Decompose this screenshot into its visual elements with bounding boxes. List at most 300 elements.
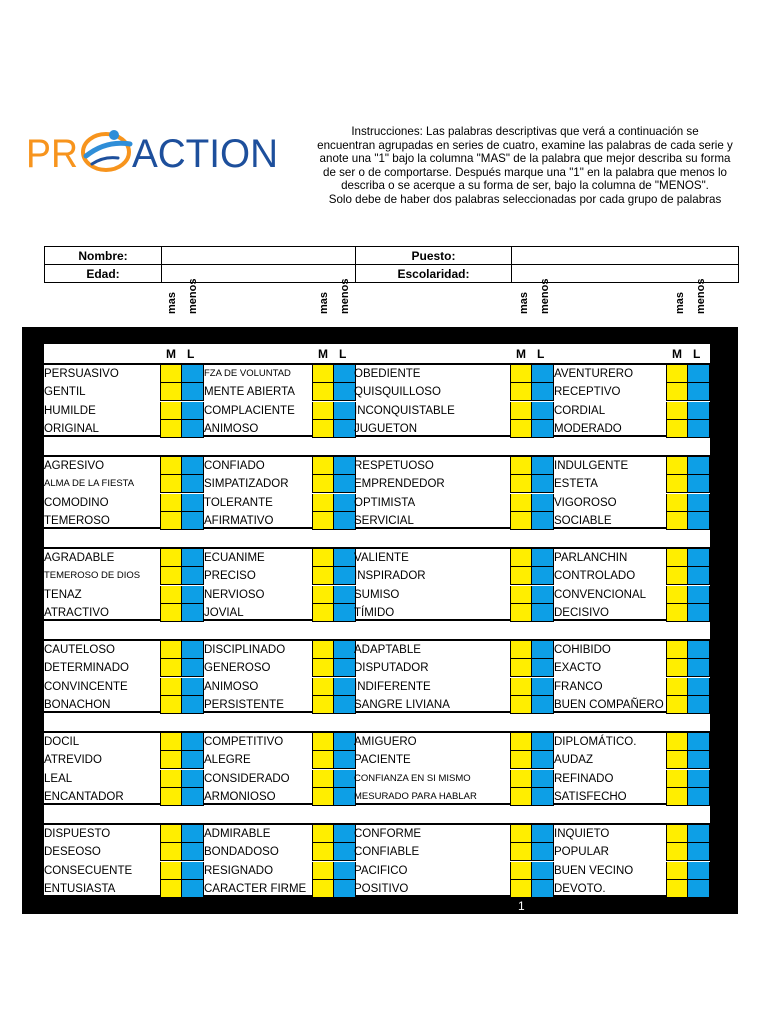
m-column-header: M [318, 347, 328, 361]
descriptor-word: CORDIAL [554, 404, 606, 417]
menos-answer-cell[interactable] [334, 641, 356, 659]
descriptor-word: SOCIABLE [554, 515, 612, 528]
menos-answer-cell[interactable] [334, 494, 356, 512]
menos-answer-cell[interactable] [688, 567, 710, 585]
descriptor-word: BUEN VECINO [554, 864, 634, 877]
descriptor-word: LEAL [44, 772, 73, 785]
descriptor-word: SATISFECHO [554, 791, 627, 804]
mas-answer-cell[interactable] [312, 567, 334, 585]
menos-answer-cell[interactable] [182, 880, 204, 898]
menos-answer-cell[interactable] [688, 751, 710, 769]
menos-answer-cell[interactable] [334, 383, 356, 401]
menos-answer-cell[interactable] [688, 880, 710, 898]
mas-answer-cell[interactable] [312, 604, 334, 622]
menos-answer-cell[interactable] [532, 678, 554, 696]
menos-answer-cell[interactable] [182, 825, 204, 843]
mas-answer-cell[interactable] [510, 420, 532, 438]
menos-answer-cell[interactable] [182, 420, 204, 438]
descriptor-word: TENAZ [44, 588, 82, 601]
mas-answer-cell[interactable] [160, 567, 182, 585]
menos-header-label: menos [187, 278, 199, 314]
menos-answer-cell[interactable] [532, 586, 554, 604]
mas-answer-cell[interactable] [510, 475, 532, 493]
descriptor-word: ATREVIDO [44, 754, 102, 767]
l-column-header: L [693, 347, 701, 361]
mas-answer-cell[interactable] [160, 383, 182, 401]
m-column-header: M [672, 347, 682, 361]
descriptor-word: CONFIADO [204, 460, 265, 472]
menos-answer-cell[interactable] [334, 567, 356, 585]
menos-answer-cell[interactable] [532, 862, 554, 880]
menos-answer-cell[interactable] [182, 475, 204, 493]
mas-answer-cell[interactable] [666, 457, 688, 475]
menos-answer-cell[interactable] [334, 696, 356, 714]
mas-answer-cell[interactable] [160, 604, 182, 622]
mas-answer-cell[interactable] [666, 475, 688, 493]
menos-answer-cell[interactable] [532, 567, 554, 585]
menos-answer-cell[interactable] [532, 494, 554, 512]
mas-answer-cell[interactable] [510, 862, 532, 880]
descriptor-word: ADMIRABLE [204, 828, 271, 840]
menos-answer-cell[interactable] [334, 512, 356, 530]
descriptor-word: ANIMOSO [204, 680, 259, 693]
menos-answer-cell[interactable] [688, 549, 710, 567]
menos-answer-cell[interactable] [688, 604, 710, 622]
descriptor-word: DOCIL [44, 736, 80, 748]
descriptor-word: DIPLOMÁTICO. [554, 736, 637, 748]
descriptor-word: TEMEROSO [44, 515, 110, 528]
menos-answer-cell[interactable] [182, 659, 204, 677]
mas-answer-cell[interactable] [666, 880, 688, 898]
menos-answer-cell[interactable] [688, 733, 710, 751]
mas-answer-cell[interactable] [510, 770, 532, 788]
mas-answer-cell[interactable] [312, 880, 334, 898]
l-column-header: L [537, 347, 545, 361]
descriptor-word: COMPETITIVO [204, 736, 284, 748]
menos-answer-cell[interactable] [532, 788, 554, 806]
menos-answer-cell[interactable] [182, 365, 204, 383]
menos-answer-cell[interactable] [688, 696, 710, 714]
menos-answer-cell[interactable] [334, 678, 356, 696]
l-column-header: L [339, 347, 347, 361]
descriptor-word: CONVENCIONAL [554, 588, 647, 601]
menos-answer-cell[interactable] [532, 512, 554, 530]
descriptor-word: FRANCO [554, 680, 603, 693]
descriptor-word: INDULGENTE [554, 460, 629, 472]
mas-answer-cell[interactable] [510, 696, 532, 714]
menos-answer-cell[interactable] [182, 604, 204, 622]
mas-answer-cell[interactable] [160, 512, 182, 530]
menos-answer-cell[interactable] [182, 678, 204, 696]
mas-answer-cell[interactable] [510, 604, 532, 622]
mas-answer-cell[interactable] [160, 549, 182, 567]
menos-answer-cell[interactable] [182, 586, 204, 604]
menos-answer-cell[interactable] [532, 696, 554, 714]
mas-answer-cell[interactable] [160, 825, 182, 843]
descriptor-word: CAUTELOSO [44, 644, 115, 656]
descriptor-word: DECISIVO [554, 607, 609, 620]
menos-answer-cell[interactable] [334, 825, 356, 843]
mas-answer-cell[interactable] [666, 402, 688, 420]
instructions-line: de ser o de comportarse. Después marque una "1" en la palabra que menos lo [323, 165, 727, 179]
menos-answer-cell[interactable] [532, 770, 554, 788]
mas-answer-cell[interactable] [312, 586, 334, 604]
menos-answer-cell[interactable] [532, 402, 554, 420]
menos-answer-cell[interactable] [532, 880, 554, 898]
menos-answer-cell[interactable] [334, 843, 356, 861]
descriptor-word: SUMISO [354, 588, 400, 601]
descriptor-word: QUISQUILLOSO [354, 386, 441, 399]
descriptor-word: COMODINO [44, 496, 109, 509]
mas-answer-cell[interactable] [666, 604, 688, 622]
svg-text:ACTION: ACTION [132, 132, 278, 176]
mas-answer-cell[interactable] [666, 420, 688, 438]
descriptor-word: VIGOROSO [554, 496, 617, 509]
menos-answer-cell[interactable] [532, 365, 554, 383]
menos-answer-cell[interactable] [334, 365, 356, 383]
menos-answer-cell[interactable] [182, 843, 204, 861]
mas-answer-cell[interactable] [160, 843, 182, 861]
puesto-field[interactable] [512, 247, 739, 265]
menos-answer-cell[interactable] [334, 788, 356, 806]
descriptor-word: PERSUASIVO [44, 368, 119, 380]
mas-answer-cell[interactable] [510, 383, 532, 401]
mas-answer-cell[interactable] [666, 549, 688, 567]
menos-answer-cell[interactable] [688, 770, 710, 788]
mas-column-header [318, 284, 330, 326]
descriptor-word: MESURADO PARA HABLAR [354, 791, 477, 803]
menos-answer-cell[interactable] [334, 604, 356, 622]
menos-answer-cell[interactable] [334, 659, 356, 677]
mas-answer-cell[interactable] [160, 733, 182, 751]
menos-answer-cell[interactable] [334, 770, 356, 788]
menos-answer-cell[interactable] [334, 862, 356, 880]
menos-answer-cell[interactable] [532, 604, 554, 622]
descriptor-word: DISCIPLINADO [204, 644, 286, 656]
mas-answer-cell[interactable] [510, 549, 532, 567]
menos-answer-cell[interactable] [688, 512, 710, 530]
mas-answer-cell[interactable] [160, 788, 182, 806]
descriptor-word: PACIENTE [354, 754, 411, 767]
menos-answer-cell[interactable] [688, 825, 710, 843]
menos-answer-cell[interactable] [532, 641, 554, 659]
menos-answer-cell[interactable] [532, 751, 554, 769]
mas-answer-cell[interactable] [312, 696, 334, 714]
descriptor-word: INCONQUISTABLE [354, 404, 455, 417]
mas-answer-cell[interactable] [666, 770, 688, 788]
mas-answer-cell[interactable] [160, 696, 182, 714]
mas-answer-cell[interactable] [312, 457, 334, 475]
descriptor-word: RESPETUOSO [354, 460, 434, 472]
mas-answer-cell[interactable] [510, 659, 532, 677]
mas-answer-cell[interactable] [312, 843, 334, 861]
mas-answer-cell[interactable] [510, 365, 532, 383]
descriptor-word: POPULAR [554, 846, 609, 859]
menos-answer-cell[interactable] [182, 549, 204, 567]
mas-answer-cell[interactable] [510, 494, 532, 512]
menos-answer-cell[interactable] [182, 733, 204, 751]
descriptor-word: AGRADABLE [44, 552, 115, 564]
mas-answer-cell[interactable] [160, 586, 182, 604]
mas-header-label: mas [518, 291, 530, 314]
menos-answer-cell[interactable] [532, 733, 554, 751]
menos-answer-cell[interactable] [182, 770, 204, 788]
menos-answer-cell[interactable] [688, 678, 710, 696]
descriptor-word: ORIGINAL [44, 423, 99, 436]
mas-answer-cell[interactable] [160, 402, 182, 420]
menos-answer-cell[interactable] [532, 825, 554, 843]
mas-answer-cell[interactable] [666, 678, 688, 696]
mas-answer-cell[interactable] [510, 788, 532, 806]
menos-answer-cell[interactable] [688, 641, 710, 659]
mas-answer-cell[interactable] [160, 659, 182, 677]
mas-answer-cell[interactable] [666, 567, 688, 585]
menos-answer-cell[interactable] [688, 862, 710, 880]
mas-column-header [518, 284, 530, 326]
mas-answer-cell[interactable] [312, 475, 334, 493]
mas-answer-cell[interactable] [312, 862, 334, 880]
mas-answer-cell[interactable] [510, 880, 532, 898]
descriptor-word: RESIGNADO [204, 864, 274, 877]
descriptor-word: ALMA DE LA FIESTA [44, 478, 135, 490]
mas-answer-cell[interactable] [160, 494, 182, 512]
descriptor-word: ENTUSIASTA [44, 883, 116, 896]
mas-answer-cell[interactable] [312, 365, 334, 383]
descriptor-word: DISPUESTO [44, 828, 111, 840]
descriptor-word: GENTIL [44, 386, 86, 399]
mas-answer-cell[interactable] [312, 788, 334, 806]
menos-answer-cell[interactable] [688, 788, 710, 806]
mas-answer-cell[interactable] [160, 475, 182, 493]
mas-answer-cell[interactable] [312, 825, 334, 843]
mas-header-label: mas [166, 291, 178, 314]
menos-answer-cell[interactable] [334, 751, 356, 769]
descriptor-word: ECUANIME [204, 552, 265, 564]
escolaridad-label: Escolaridad: [356, 265, 512, 283]
mas-answer-cell[interactable] [666, 586, 688, 604]
mas-answer-cell[interactable] [666, 751, 688, 769]
descriptor-word: MENTE ABIERTA [204, 386, 295, 399]
menos-answer-cell[interactable] [182, 862, 204, 880]
mas-answer-cell[interactable] [312, 494, 334, 512]
menos-answer-cell[interactable] [532, 420, 554, 438]
descriptor-word: EMPRENDEDOR [354, 478, 445, 491]
instructions-line: describa o se acerque a su forma de ser, bajo la columna de "MENOS". [341, 179, 709, 193]
menos-answer-cell[interactable] [334, 475, 356, 493]
menos-answer-cell[interactable] [688, 457, 710, 475]
descriptor-word: AVENTURERO [554, 368, 634, 380]
mas-answer-cell[interactable] [160, 641, 182, 659]
descriptor-word: INSPIRADOR [354, 570, 426, 583]
descriptor-word: PACIFICO [354, 864, 408, 877]
menos-answer-cell[interactable] [334, 880, 356, 898]
menos-answer-cell[interactable] [182, 457, 204, 475]
mas-answer-cell[interactable] [510, 586, 532, 604]
mas-answer-cell[interactable] [312, 770, 334, 788]
mas-answer-cell[interactable] [510, 641, 532, 659]
menos-answer-cell[interactable] [182, 567, 204, 585]
mas-answer-cell[interactable] [312, 402, 334, 420]
mas-answer-cell[interactable] [666, 641, 688, 659]
menos-answer-cell[interactable] [532, 843, 554, 861]
menos-header-label: menos [539, 278, 551, 314]
word-grid-frame [22, 327, 738, 914]
descriptor-word: GENEROSO [204, 662, 271, 675]
menos-answer-cell[interactable] [688, 843, 710, 861]
mas-answer-cell[interactable] [666, 843, 688, 861]
menos-answer-cell[interactable] [182, 402, 204, 420]
descriptor-word: FZA DE VOLUNTAD [204, 368, 291, 379]
descriptor-word: ARMONIOSO [204, 791, 276, 804]
proaction-logo-graphic [26, 126, 282, 176]
word-grid [44, 344, 710, 895]
mas-answer-cell[interactable] [666, 494, 688, 512]
menos-answer-cell[interactable] [532, 457, 554, 475]
menos-answer-cell[interactable] [182, 512, 204, 530]
mas-answer-cell[interactable] [510, 567, 532, 585]
descriptor-word: REFINADO [554, 772, 614, 785]
descriptor-word: JOVIAL [204, 607, 244, 620]
mas-answer-cell[interactable] [312, 678, 334, 696]
personal-info-table [44, 246, 739, 283]
menos-header-label: menos [695, 278, 707, 314]
descriptor-word: EXACTO [554, 662, 602, 675]
mas-answer-cell[interactable] [312, 512, 334, 530]
mas-answer-cell[interactable] [510, 402, 532, 420]
descriptor-word: PARLANCHIN [554, 552, 628, 564]
mas-answer-cell[interactable] [312, 420, 334, 438]
menos-answer-cell[interactable] [182, 641, 204, 659]
menos-answer-cell[interactable] [688, 659, 710, 677]
mas-answer-cell[interactable] [510, 512, 532, 530]
mas-answer-cell[interactable] [160, 420, 182, 438]
descriptor-word: AUDAZ [554, 754, 593, 767]
menos-answer-cell[interactable] [334, 420, 356, 438]
mas-answer-cell[interactable] [160, 751, 182, 769]
menos-answer-cell[interactable] [688, 383, 710, 401]
menos-answer-cell[interactable] [334, 402, 356, 420]
menos-answer-cell[interactable] [688, 586, 710, 604]
descriptor-word: CARACTER FIRME [204, 883, 307, 896]
mas-header-label: mas [674, 291, 686, 314]
menos-answer-cell[interactable] [688, 365, 710, 383]
menos-answer-cell[interactable] [688, 420, 710, 438]
descriptor-word: ATRACTIVO [44, 607, 109, 620]
descriptor-word: DISPUTADOR [354, 662, 429, 675]
menos-answer-cell[interactable] [182, 383, 204, 401]
menos-answer-cell[interactable] [334, 733, 356, 751]
menos-column-header [187, 278, 199, 326]
mas-answer-cell[interactable] [666, 512, 688, 530]
mas-answer-cell[interactable] [666, 659, 688, 677]
menos-answer-cell[interactable] [688, 475, 710, 493]
mas-answer-cell[interactable] [666, 862, 688, 880]
mas-answer-cell[interactable] [160, 457, 182, 475]
descriptor-word: COMPLACIENTE [204, 404, 295, 417]
descriptor-word: SANGRE LIVIANA [354, 699, 450, 712]
mas-answer-cell[interactable] [666, 733, 688, 751]
mas-answer-cell[interactable] [312, 549, 334, 567]
menos-answer-cell[interactable] [532, 475, 554, 493]
menos-answer-cell[interactable] [182, 494, 204, 512]
menos-column-header [539, 278, 551, 326]
mas-answer-cell[interactable] [666, 365, 688, 383]
mas-answer-cell[interactable] [510, 825, 532, 843]
puesto-label: Puesto: [356, 247, 512, 265]
mas-answer-cell[interactable] [666, 788, 688, 806]
word-group [44, 547, 710, 621]
menos-answer-cell[interactable] [182, 696, 204, 714]
menos-answer-cell[interactable] [182, 788, 204, 806]
mas-answer-cell[interactable] [510, 678, 532, 696]
menos-answer-cell[interactable] [688, 494, 710, 512]
word-group [44, 823, 710, 897]
menos-answer-cell[interactable] [334, 457, 356, 475]
mas-answer-cell[interactable] [510, 843, 532, 861]
mas-answer-cell[interactable] [312, 751, 334, 769]
mas-answer-cell[interactable] [160, 862, 182, 880]
menos-answer-cell[interactable] [334, 586, 356, 604]
descriptor-word: AGRESIVO [44, 460, 105, 472]
instructions-line: anote una "1" bajo la columna "MAS" de la palabra que mejor describa su forma [319, 152, 731, 166]
edad-label: Edad: [45, 265, 162, 283]
descriptor-word: TOLERANTE [204, 496, 273, 509]
instructions-line: Solo debe de haber dos palabras seleccionadas por cada grupo de palabras [328, 192, 722, 206]
descriptor-word: HUMILDE [44, 404, 96, 417]
descriptor-word: AMIGUERO [354, 736, 417, 748]
mas-answer-cell[interactable] [160, 678, 182, 696]
mas-answer-cell[interactable] [510, 733, 532, 751]
descriptor-word: VALIENTE [354, 552, 409, 564]
instructions-line: encuentran agrupadas en series de cuatro, examine las palabras de cada serie y [317, 138, 733, 152]
mas-column-header [166, 284, 178, 326]
m-column-header: M [166, 347, 176, 361]
descriptor-word: CONFIABLE [354, 846, 420, 859]
mas-answer-cell[interactable] [510, 457, 532, 475]
descriptor-word: TÍMIDO [354, 607, 395, 620]
instructions-line: Instrucciones: Las palabras descriptivas que verá a continuación se [351, 125, 699, 138]
mas-answer-cell[interactable] [160, 770, 182, 788]
descriptor-word: SIMPATIZADOR [204, 478, 289, 491]
menos-answer-cell[interactable] [334, 549, 356, 567]
mas-answer-cell[interactable] [666, 825, 688, 843]
mas-answer-cell[interactable] [160, 880, 182, 898]
descriptor-word: ADAPTABLE [354, 644, 421, 656]
menos-answer-cell[interactable] [532, 549, 554, 567]
mas-answer-cell[interactable] [312, 641, 334, 659]
descriptor-word: BONDADOSO [204, 846, 279, 859]
mas-answer-cell[interactable] [312, 383, 334, 401]
descriptor-word: ANIMOSO [204, 423, 259, 436]
mas-answer-cell[interactable] [666, 383, 688, 401]
mas-answer-cell[interactable] [666, 696, 688, 714]
mas-answer-cell[interactable] [510, 751, 532, 769]
nombre-field[interactable] [162, 247, 356, 265]
menos-answer-cell[interactable] [182, 751, 204, 769]
menos-answer-cell[interactable] [532, 659, 554, 677]
menos-answer-cell[interactable] [532, 383, 554, 401]
descriptor-word: CONSECUENTE [44, 864, 133, 877]
menos-answer-cell[interactable] [688, 402, 710, 420]
descriptor-word: RECEPTIVO [554, 386, 621, 399]
mas-answer-cell[interactable] [312, 659, 334, 677]
descriptor-word: CONSIDERADO [204, 772, 290, 785]
mas-answer-cell[interactable] [312, 733, 334, 751]
descriptor-word: INQUIETO [554, 828, 610, 840]
word-group [44, 363, 710, 437]
mas-answer-cell[interactable] [160, 365, 182, 383]
descriptor-word: PERSISTENTE [204, 699, 284, 712]
